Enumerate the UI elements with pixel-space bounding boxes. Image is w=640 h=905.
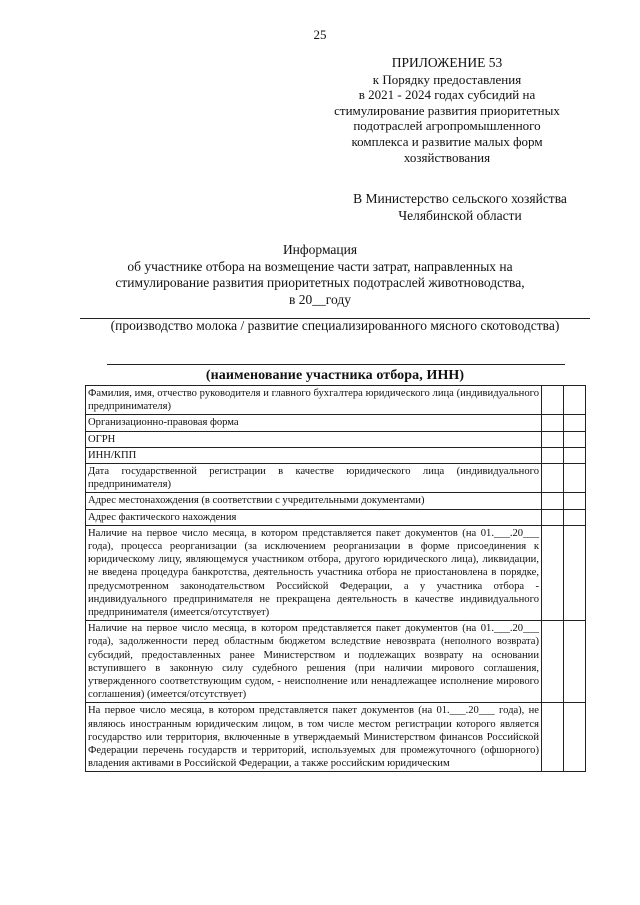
- table-row: [86, 386, 586, 415]
- table-row: [86, 431, 586, 447]
- participant-info-table: [85, 385, 586, 772]
- value-cell[interactable]: [542, 703, 564, 772]
- table-row: [86, 493, 586, 509]
- value-cell[interactable]: [542, 415, 564, 431]
- participant-name-line: [107, 364, 565, 365]
- row-label: Дата государственной регистрации в качестве юридического лица (индивидуального предпринимателя): [86, 464, 542, 493]
- value-cell[interactable]: [542, 621, 564, 703]
- appendix-line: подотраслей агропромышленного: [353, 118, 541, 134]
- addressee-line: Челябинской области: [398, 208, 522, 223]
- row-label: ОГРН: [86, 431, 542, 447]
- document-title-block: [110, 242, 530, 308]
- value-cell[interactable]: [564, 525, 586, 620]
- value-cell[interactable]: [564, 703, 586, 772]
- value-cell[interactable]: [542, 431, 564, 447]
- table-row: [86, 464, 586, 493]
- value-cell[interactable]: [564, 415, 586, 431]
- addressee-block: [330, 190, 590, 224]
- value-cell[interactable]: [542, 386, 564, 415]
- appendix-line: стимулирование развития приоритетных: [334, 102, 560, 118]
- row-label: Организационно-правовая форма: [86, 415, 542, 431]
- row-label: На первое число месяца, в котором представляется пакет документов (на 01.___.20___ года), не являюсь иностранным юридическим лицом, в том числе местом регистрации которого является государство или территория, включенные в утверждаемый Министерством финансов Российской Федерации перечень государств и территорий, используемых для промежуточного (офшорного) владения активами в Российской Федерации, а также российским юридическим: [86, 703, 542, 772]
- participant-caption: (наименование участника отбора, ИНН): [205, 368, 465, 383]
- table-row: [86, 525, 586, 620]
- value-cell[interactable]: [564, 447, 586, 463]
- value-cell[interactable]: [542, 525, 564, 620]
- value-cell[interactable]: [564, 509, 586, 525]
- appendix-block: [322, 55, 572, 165]
- row-label: Наличие на первое число месяца, в котором представляется пакет документов (на 01.___.20___ года), процесса реорганизации (за исключением реорганизации в форме присоединения к юридическому лицу, являющемуся участником отбора, другого юридического лица), ликвидации, не введена процедура банкротства, деятельность участника отбора не приостановлена в порядке, предусмотренном законодательством Российской Федерации, а у участника отбора - индивидуального предпринимателя не прекращена деятельность в качестве индивидуального предпринимателя (имеется/отсутствует): [86, 525, 542, 620]
- table-row: [86, 509, 586, 525]
- table-row: [86, 447, 586, 463]
- document-title-line: об участнике отбора на возмещение части затрат, направленных на: [127, 258, 513, 274]
- table-row: [86, 415, 586, 431]
- appendix-line: в 2021 - 2024 годах субсидий на: [358, 87, 536, 103]
- value-cell[interactable]: [564, 464, 586, 493]
- row-label: ИНН/КПП: [86, 447, 542, 463]
- row-label: Наличие на первое число месяца, в котором представляется пакет документов (на 01.___.20___ года), задолженности перед областным бюджетом вследствие невозврата (неполного возврата) субсидий, предоставленных ранее Министерством и подлежащих возврату на основании вступившего в законную силу судебного решения (при наличии мирового соглашения, утвержденного соответствующим судом, - неисполнение или ненадлежащее исполнение мирового соглашения) (имеется/отсутствует): [86, 621, 542, 703]
- appendix-heading: ПРИЛОЖЕНИЕ 53: [391, 55, 503, 70]
- appendix-line: хозяйствования: [403, 149, 491, 165]
- table-row: [86, 621, 586, 703]
- value-cell[interactable]: [564, 386, 586, 415]
- appendix-line: комплекса и развитие малых форм: [351, 133, 543, 149]
- value-cell[interactable]: [564, 431, 586, 447]
- value-cell[interactable]: [542, 447, 564, 463]
- value-cell[interactable]: [542, 493, 564, 509]
- value-cell[interactable]: [564, 493, 586, 509]
- value-cell[interactable]: [564, 621, 586, 703]
- page-number: 25: [313, 27, 327, 42]
- subject-block: [80, 318, 590, 334]
- subject-caption: (производство молока / развитие специализированного мясного скотоводства): [110, 318, 560, 333]
- appendix-line: к Порядку предоставления: [372, 71, 522, 87]
- value-cell[interactable]: [542, 509, 564, 525]
- document-title-line: в 20__году: [289, 291, 351, 307]
- document-title: Информация: [282, 242, 358, 257]
- document-title-line: стимулирование развития приоритетных подотраслей животноводства,: [115, 275, 525, 290]
- row-label: Адрес местонахождения (в соответствии с учредительными документами): [86, 493, 542, 509]
- value-cell[interactable]: [542, 464, 564, 493]
- row-label: Адрес фактического нахождения: [86, 509, 542, 525]
- table-row: [86, 703, 586, 772]
- subject-underline: [80, 318, 590, 319]
- row-label: Фамилия, имя, отчество руководителя и главного бухгалтера юридического лица (индивидуального предпринимателя): [86, 386, 542, 415]
- addressee-line: В Министерство сельского хозяйства: [353, 191, 567, 206]
